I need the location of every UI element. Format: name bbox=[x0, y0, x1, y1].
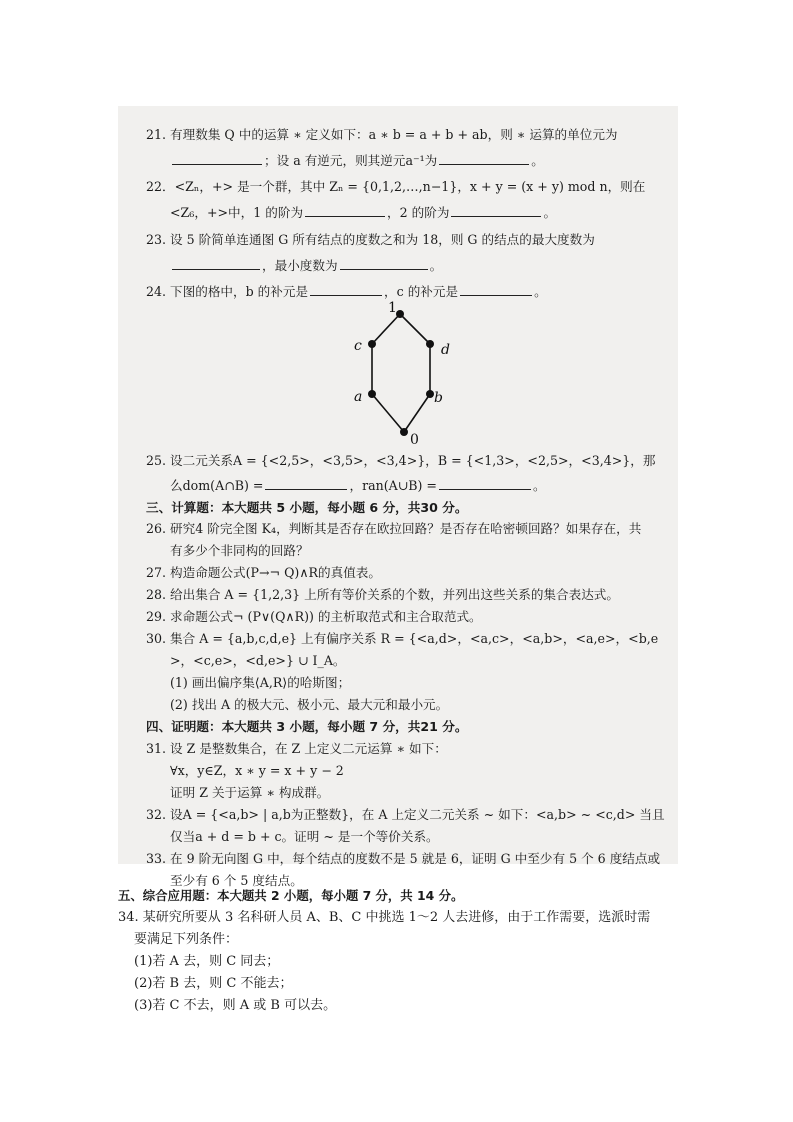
q30-line1: 30. 集合 A = {a,b,c,d,e} 上有偏序关系 R = {<a,d>，<a,c>，<a,b>，<a,e>，<b,e bbox=[146, 631, 659, 646]
node-0 bbox=[400, 428, 408, 436]
label-0: 0 bbox=[410, 432, 419, 448]
label-d: d bbox=[441, 342, 450, 358]
q34-cond3: (3)若 C 不去，则 A 或 B 可以去。 bbox=[134, 998, 337, 1013]
node-1 bbox=[396, 310, 404, 318]
q24-blank2[interactable] bbox=[460, 283, 532, 296]
section-4-heading: 四、证明题：本大题共 3 小题，每小题 7 分，共21 分。 bbox=[146, 719, 468, 734]
q24-blank1[interactable] bbox=[310, 283, 382, 296]
edge-a-0 bbox=[372, 394, 404, 432]
q22-line2-a: <Z₆，+>中，1 的阶为 bbox=[170, 205, 304, 220]
label-c: c bbox=[354, 338, 362, 354]
edge-1-c bbox=[372, 314, 400, 344]
q21-blank1[interactable] bbox=[172, 152, 262, 165]
q27: 27. 构造命题公式(P→¬ Q)∧R的真值表。 bbox=[146, 565, 381, 580]
q22-line2-end: 。 bbox=[543, 205, 557, 220]
q31-line3: 证明 Z 关于运算 ∗ 构成群。 bbox=[170, 785, 330, 800]
q22-blank1[interactable] bbox=[305, 204, 385, 217]
q23-line2-text: ，最小度数为 bbox=[262, 258, 338, 273]
label-b: b bbox=[434, 390, 443, 406]
q24-line1-a: 24. 下图的格中，b 的补元是 bbox=[146, 284, 309, 299]
q21-line2 bbox=[170, 150, 544, 172]
q34-line2: 要满足下列条件： bbox=[134, 932, 239, 947]
q29: 29. 求命题公式¬ (P∨(Q∧R)) 的主析取范式和主合取范式。 bbox=[146, 609, 482, 624]
section-5-heading: 五、综合应用题：本大题共 2 小题，每小题 7 分，共 14 分。 bbox=[118, 888, 464, 903]
label-1: 1 bbox=[388, 300, 397, 316]
q33-line2: 至少有 6 个 5 度结点。 bbox=[170, 873, 303, 888]
q24-line1-end: 。 bbox=[534, 284, 547, 299]
lattice-diagram bbox=[340, 298, 470, 448]
q25-line2-b: ，ran(A∪B) = bbox=[349, 478, 437, 493]
label-a: a bbox=[354, 389, 363, 405]
q34-cond2: (2)若 B 去，则 C 不能去； bbox=[134, 976, 293, 991]
q26-line1: 26. 研究4 阶完全图 K₄，判断其是否存在欧拉回路？是否存在哈密顿回路？如果存在，共 bbox=[146, 521, 642, 536]
q23-blank2[interactable] bbox=[340, 257, 428, 270]
q32-line2: 仅当a + d = b + c。证明 ~ 是一个等价关系。 bbox=[170, 829, 439, 844]
q31-line1: 31. 设 Z 是整数集合，在 Z 上定义二元运算 ∗ 如下： bbox=[146, 741, 447, 756]
q23-line2 bbox=[170, 255, 442, 277]
q23-line1: 23. 设 5 阶简单连通图 G 所有结点的度数之和为 18，则 G 的结点的最大度数为 bbox=[146, 232, 595, 247]
q21-line2-text: ；设 a 有逆元，则其逆元a⁻¹为 bbox=[264, 153, 438, 168]
q25-blank2[interactable] bbox=[439, 477, 531, 490]
q25-line2-end: 。 bbox=[533, 478, 546, 493]
q30-line2: >，<c,e>，<d,e>} ∪ I_A。 bbox=[170, 653, 346, 668]
q21-blank2[interactable] bbox=[439, 152, 529, 165]
q30-sub1: (1) 画出偏序集⟨A,R⟩的哈斯图； bbox=[170, 675, 351, 690]
edge-1-d bbox=[400, 314, 430, 344]
q21-line1: 21. 有理数集 Q 中的运算 ∗ 定义如下：a ∗ b = a + b + ab，则 ∗ 运算的单位元为 bbox=[146, 127, 618, 142]
q32-line1: 32. 设A = {<a,b> | a,b为正整数}，在 A 上定义二元关系 ~ 如下：<a,b> ~ <c,d> 当且 bbox=[146, 807, 665, 822]
q34-line1: 34. 某研究所要从 3 名科研人员 A、B、C 中挑选 1～2 人去进修，由于工作需要，选派时需 bbox=[118, 910, 651, 925]
q22-line1: 22．<Zₙ，+> 是一个群，其中 Zₙ = {0,1,2,…,n−1}，x + y = (x + y) mod n，则在 bbox=[146, 179, 646, 194]
q25-blank1[interactable] bbox=[265, 477, 347, 490]
q25-line2 bbox=[170, 475, 546, 497]
q22-line2 bbox=[170, 202, 556, 224]
node-a bbox=[368, 390, 376, 398]
node-d bbox=[426, 340, 434, 348]
node-c bbox=[368, 340, 376, 348]
q22-line2-b: ，2 的阶为 bbox=[387, 205, 450, 220]
section-3-heading: 三、计算题：本大题共 5 小题，每小题 6 分，共30 分。 bbox=[146, 500, 468, 515]
q25-line2-a: 么dom(A∩B) = bbox=[170, 478, 264, 493]
edge-b-0 bbox=[404, 394, 430, 432]
q33-line1: 33. 在 9 阶无向图 G 中，每个结点的度数不是 5 就是 6，证明 G 中至少有 5 个 6 度结点或 bbox=[146, 851, 661, 866]
q31-line2: ∀x，y∈Z，x ∗ y = x + y − 2 bbox=[170, 763, 344, 778]
q22-blank2[interactable] bbox=[451, 204, 541, 217]
q25-line1: 25. 设二元关系A = {<2,5>，<3,5>，<3,4>}，B = {<1,3>，<2,5>，<3,4>}，那 bbox=[146, 453, 656, 468]
q21-line2-end: 。 bbox=[531, 153, 544, 168]
q26-line2: 有多少个非同构的回路？ bbox=[170, 543, 309, 558]
q30-sub2: (2) 找出 A 的极大元、极小元、最大元和最小元。 bbox=[170, 697, 449, 712]
q23-blank1[interactable] bbox=[172, 257, 260, 270]
q24-line1-b: ，c 的补元是 bbox=[384, 284, 459, 299]
q23-line2-end: 。 bbox=[429, 258, 443, 273]
q34-cond1: (1)若 A 去，则 C 同去； bbox=[134, 954, 280, 969]
q28: 28. 给出集合 A = {1,2,3} 上所有等价关系的个数，并列出这些关系的集合表达式。 bbox=[146, 587, 619, 602]
node-b bbox=[426, 390, 434, 398]
